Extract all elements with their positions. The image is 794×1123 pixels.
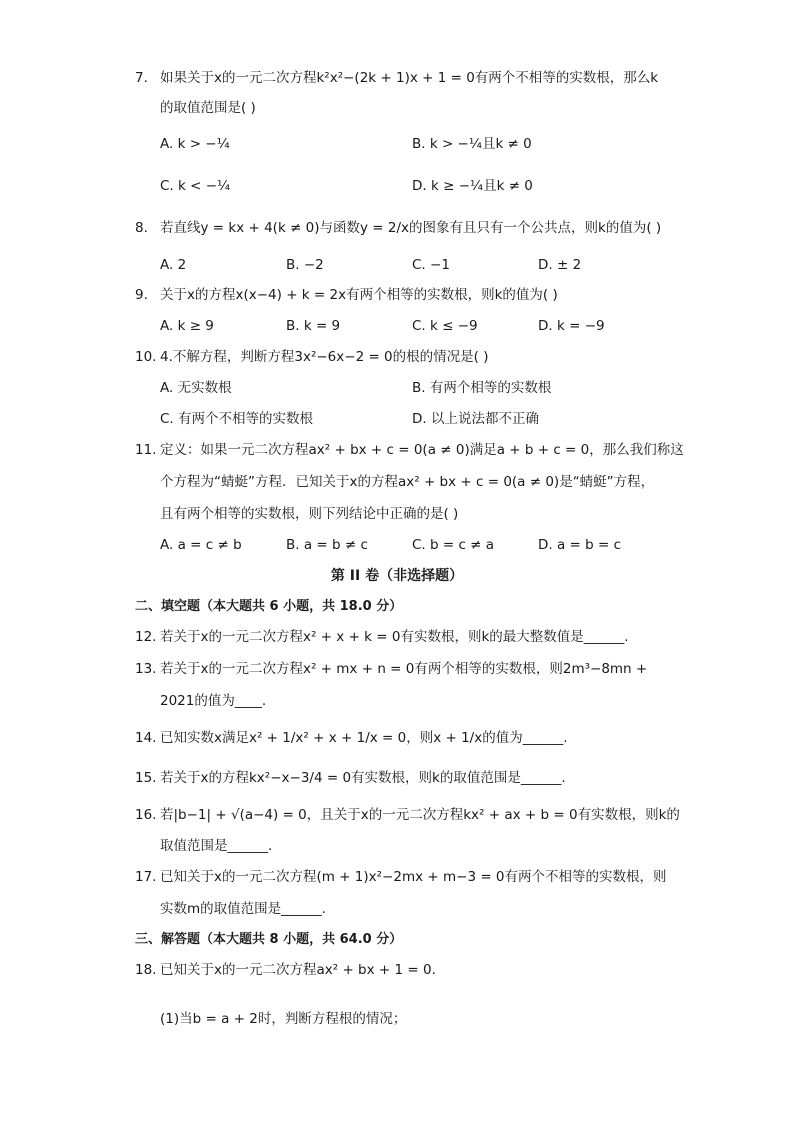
question-stem: 取值范围是______.: [160, 838, 273, 854]
question-stem: 若|b−1| + √(a−4) = 0，且关于x的一元二次方程kx² + ax + b = 0有实数根，则k的: [160, 807, 680, 823]
option-c: C. k < −¼: [160, 178, 231, 194]
question-stem: 的取值范围是( ): [160, 100, 256, 116]
part-title: 第 II 卷（非选择题）: [330, 568, 464, 584]
question-stem: 已知关于x的一元二次方程(m + 1)x²−2mx + m−3 = 0有两个不相等的实数根，则: [160, 869, 667, 885]
option-a: A. a = c ≠ b: [160, 537, 242, 553]
question-number: 7.: [135, 70, 148, 86]
question-stem: 若关于x的方程kx²−x−3/4 = 0有实数根，则k的取值范围是______.: [160, 770, 566, 786]
question-number: 14.: [135, 730, 157, 746]
option-d: D. k = −9: [538, 318, 605, 334]
question-stem: 若直线y = kx + 4(k ≠ 0)与函数y = 2/x的图象有且只有一个公共点，则k的值为( ): [160, 220, 662, 236]
question-number: 10.: [135, 349, 157, 365]
option-a: A. 2: [160, 257, 187, 273]
question-number: 8.: [135, 220, 148, 236]
question-number: 18.: [135, 962, 157, 978]
option-a: A. k ≥ 9: [160, 318, 214, 334]
option-b: B. k > −¼且k ≠ 0: [412, 136, 532, 152]
question-stem: 2021的值为____.: [160, 693, 267, 709]
section-heading: 二、填空题（本大题共 6 小题，共 18.0 分）: [135, 599, 403, 614]
question-number: 12.: [135, 629, 157, 645]
question-stem: 若关于x的一元二次方程x² + x + k = 0有实数根，则k的最大整数值是______.: [160, 629, 629, 645]
question-number: 17.: [135, 869, 157, 885]
question-number: 15.: [135, 770, 157, 786]
section-heading: 三、解答题（本大题共 8 小题，共 64.0 分）: [135, 932, 403, 947]
question-number: 16.: [135, 807, 157, 823]
option-c: C. 有两个不相等的实数根: [160, 411, 314, 427]
option-b: B. 有两个相等的实数根: [412, 380, 552, 396]
option-b: B. k = 9: [286, 318, 341, 334]
option-c: C. k ≤ −9: [412, 318, 478, 334]
question-stem: 4.不解方程，判断方程3x²−6x−2 = 0的根的情况是( ): [160, 349, 489, 365]
option-c: C. −1: [412, 257, 450, 273]
question-stem: 已知实数x满足x² + 1/x² + x + 1/x = 0，则x + 1/x的值为______.: [160, 730, 568, 746]
question-number: 11.: [135, 442, 157, 458]
question-stem: 关于x的方程x(x−4) + k = 2x有两个相等的实数根，则k的值为( ): [160, 287, 558, 303]
option-b: B. −2: [286, 257, 324, 273]
option-c: C. b = c ≠ a: [412, 537, 495, 553]
question-stem: 实数m的取值范围是______.: [160, 901, 326, 917]
sub-question: (1)当b = a + 2时，判断方程根的情况；: [160, 1011, 407, 1027]
option-b: B. a = b ≠ c: [286, 537, 368, 553]
option-a: A. k > −¼: [160, 136, 230, 152]
option-d: D. ± 2: [538, 257, 582, 273]
option-d: D. 以上说法都不正确: [412, 411, 539, 427]
option-d: D. a = b = c: [538, 537, 622, 553]
option-a: A. 无实数根: [160, 380, 232, 396]
question-number: 13.: [135, 661, 157, 677]
question-stem: 已知关于x的一元二次方程ax² + bx + 1 = 0.: [160, 962, 436, 978]
question-stem: 定义：如果一元二次方程ax² + bx + c = 0(a ≠ 0)满足a + b + c = 0，那么我们称这: [160, 442, 684, 458]
question-number: 9.: [135, 287, 148, 303]
option-d: D. k ≥ −¼且k ≠ 0: [412, 178, 533, 194]
question-stem: 如果关于x的一元二次方程k²x²−(2k + 1)x + 1 = 0有两个不相等的实数根，那么k: [160, 70, 659, 86]
question-stem: 且有两个相等的实数根，则下列结论中正确的是( ): [160, 506, 459, 522]
question-stem: 个方程为“蜻蜓”方程．已知关于x的方程ax² + bx + c = 0(a ≠ 0)是“蜻蜓”方程，: [160, 474, 655, 490]
question-stem: 若关于x的一元二次方程x² + mx + n = 0有两个相等的实数根，则2m³−8mn +: [160, 661, 648, 677]
